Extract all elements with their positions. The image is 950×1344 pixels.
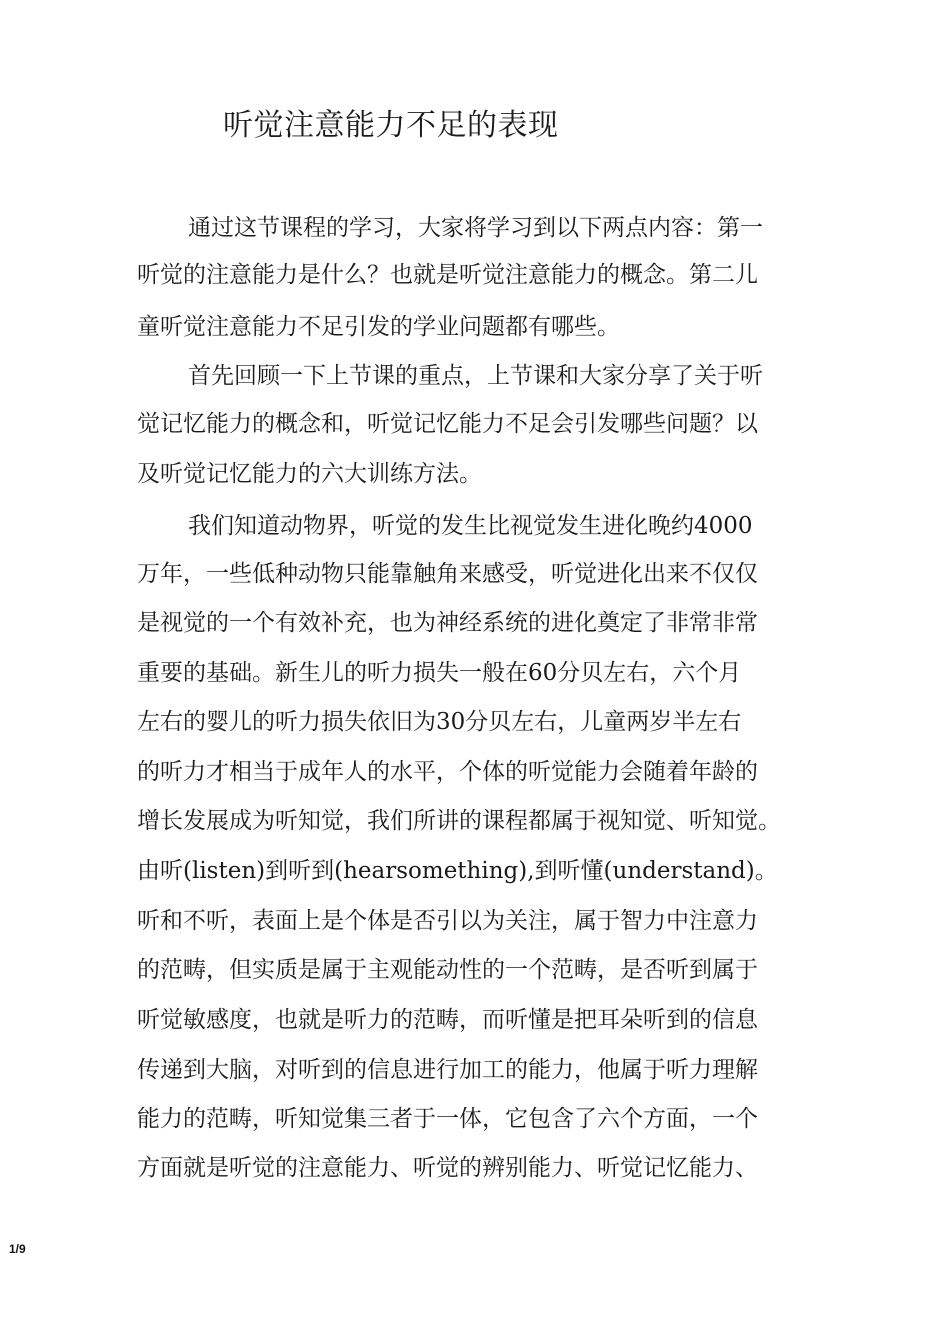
text-line: 的听力才相当于成年人的水平，个体的听觉能力会随着年龄的 (137, 759, 758, 785)
text-line: 增长发展成为听知觉，我们所讲的课程都属于视知觉、听知觉。 (137, 808, 781, 834)
text-line: 是视觉的一个有效补充，也为神经系统的进化奠定了非常非常 (137, 610, 758, 636)
text-line: 重要的基础。新生儿的听力损失一般在60分贝左右，六个月 (137, 660, 742, 686)
text-line: 方面就是听觉的注意能力、听觉的辨别能力、听觉记忆能力、 (137, 1155, 758, 1181)
text-line: 首先回顾一下上节课的重点，上节课和大家分享了关于听 (188, 363, 763, 389)
text-line: 听和不听，表面上是个体是否引以为关注，属于智力中注意力 (137, 908, 758, 934)
text-line: 及听觉记忆能力的六大训练方法。 (137, 461, 482, 487)
text-line: 的范畴，但实质是属于主观能动性的一个范畴，是否听到属于 (137, 957, 758, 983)
text-line: 童听觉注意能力不足引发的学业问题都有哪些。 (137, 314, 620, 340)
text-line: 通过这节课程的学习，大家将学习到以下两点内容：第一 (188, 215, 763, 241)
text-line: 听觉敏感度，也就是听力的范畴，而听懂是把耳朵听到的信息 (137, 1007, 758, 1033)
text-line: 我们知道动物界，听觉的发生比视觉发生进化晚约4000 (188, 513, 753, 539)
text-line: 传递到大脑，对听到的信息进行加工的能力，他属于听力理解 (137, 1057, 758, 1083)
text-line: 由听(listen)到听到(hearsomething),到听懂(understand)。 (137, 858, 778, 884)
text-line: 万年，一些低种动物只能靠触角来感受，听觉进化出来不仅仅 (137, 561, 758, 587)
text-line: 觉记忆能力的概念和，听觉记忆能力不足会引发哪些问题？以 (137, 411, 758, 437)
text-line: 左右的婴儿的听力损失依旧为30分贝左右，儿童两岁半左右 (137, 709, 742, 735)
page-number: 1/9 (9, 1242, 26, 1256)
text-line: 能力的范畴，听知觉集三者于一体，它包含了六个方面，一个 (137, 1106, 758, 1132)
document-title: 听觉注意能力不足的表现 (223, 108, 559, 143)
text-line: 听觉的注意能力是什么？也就是听觉注意能力的概念。第二儿 (137, 262, 758, 288)
